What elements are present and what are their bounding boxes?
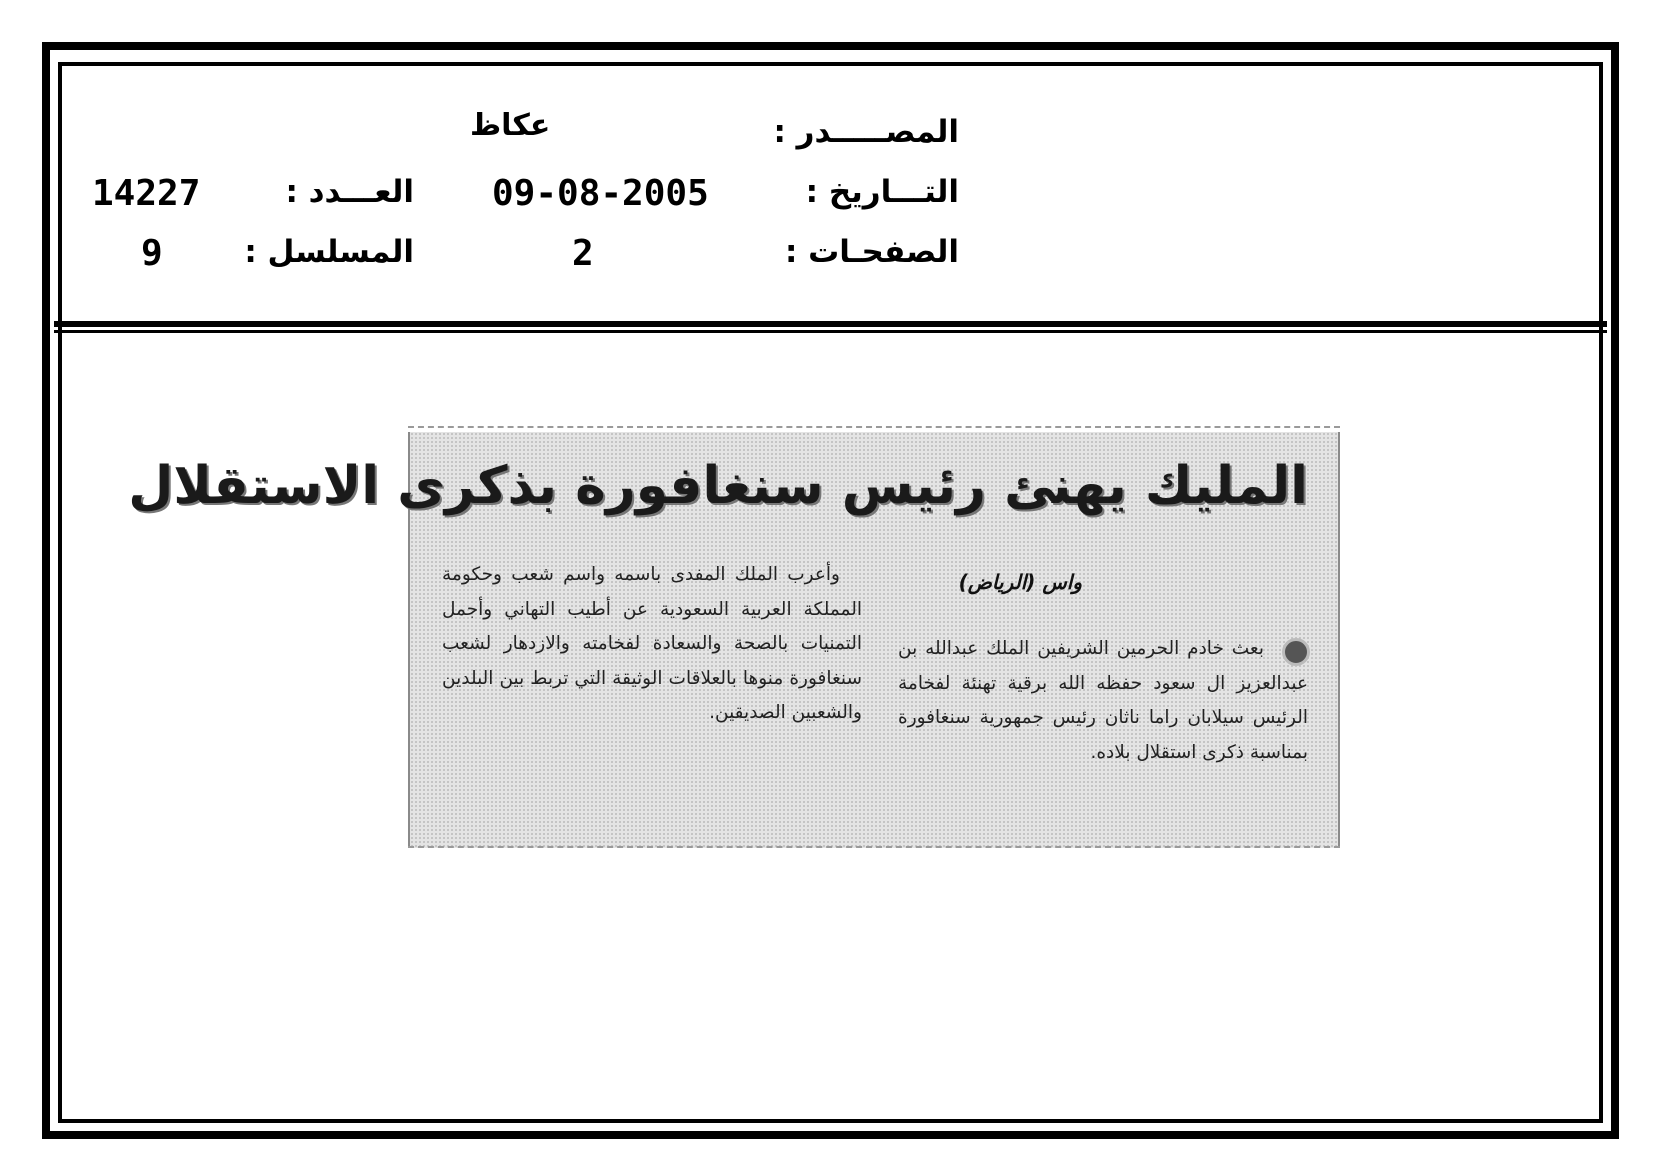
source-label: المصـــــدر : <box>773 114 959 150</box>
issue-value: 14227 <box>92 173 201 214</box>
article-byline: واس (الرياض) <box>958 570 1082 594</box>
pages-label: الصفحـات : <box>784 234 959 270</box>
date-value: 09-08-2005 <box>492 173 709 214</box>
newspaper-clipping <box>128 432 1340 848</box>
clipping-top-rule <box>408 426 1340 428</box>
article-paragraph-2: وأعرب الملك المفدى باسمه واسم شعب وحكومة المملكة العربية السعودية عن أطيب التهاني وأجمل التمنيات بالصحة والسعادة لفخامته والازدهار لشعب سنغافورة منوها بالعلاقات الوثيقة التي تربط بين البلدين والشعبين الصديقين. <box>442 564 862 723</box>
date-label: التـــاريخ : <box>805 174 959 210</box>
issue-label: العـــدد : <box>285 174 414 210</box>
article-paragraph-1: بعث خادم الحرمين الشريفين الملك عبدالله بن عبدالعزيز ال سعود حفظه الله برقية تهنئة لفخامة الرئيس سيلابان راما ناثان رئيس جمهورية سنغافورة بمناسبة ذكرى استقلال بلاده. <box>898 638 1308 763</box>
clipping-bottom-rule <box>408 846 1340 848</box>
serial-value: 9 <box>141 233 163 274</box>
serial-label: المسلسل : <box>244 234 414 270</box>
header-divider <box>54 321 1607 333</box>
article-headline: المليك يهنئ رئيس سنغافورة بذكرى الاستقلال <box>128 456 1308 516</box>
pages-value: 2 <box>572 233 594 274</box>
source-value: عكاظ <box>470 108 551 143</box>
